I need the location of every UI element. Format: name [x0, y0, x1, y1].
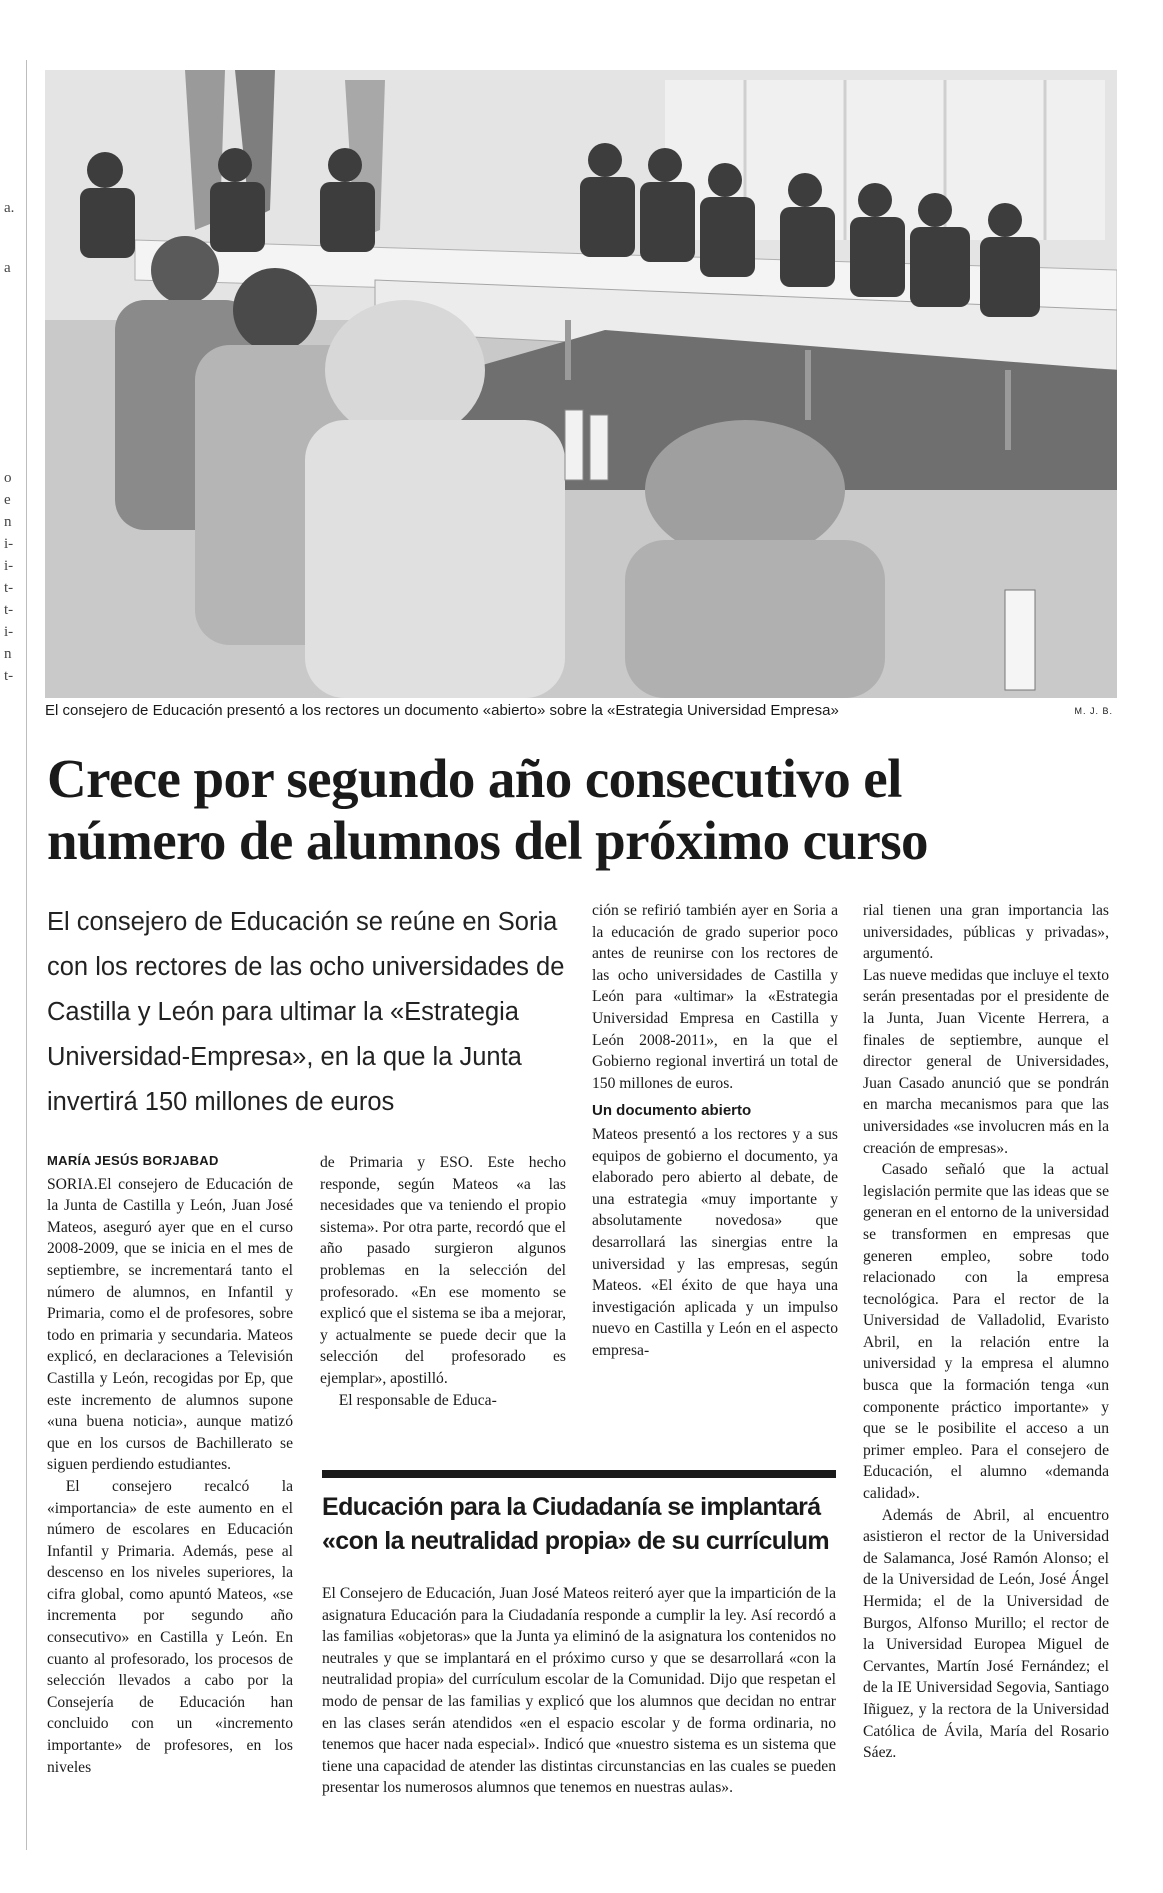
sidebar-title: [322, 1490, 842, 1558]
article-paragraph: [47, 1174, 293, 1476]
paragraph-text: El consejero de Educación de la Junta de Castilla y León, Juan José Mateos, aseguró ayer que en el curso 2008-2009, que se inicia en el mes de septiembre, se incrementará tanto el número de alumnos, en Infantil y Primaria, como el de profesores, sobre todo en primaria y secundaria. Mateos explicó, en declaraciones a Televisión Castilla y León, recogidas por Ep, que este incremento de alumnos supone «una buena noticia», aunque matizó que en los cursos de Bachillerato se siguen perdiendo estudiantes.: [47, 1175, 293, 1474]
photo-caption: [45, 698, 1117, 724]
sidebar-title-line: «con la neutralidad propia» de su currículum: [322, 1527, 830, 1555]
section-subtitle: Un documento abierto: [592, 1102, 752, 1120]
sidebar-title-line: Educación para la Ciudadanía se implantará: [322, 1493, 821, 1521]
article-column-1: [47, 1150, 293, 1778]
byline: MARÍA JESÚS BORJABAD: [47, 1153, 219, 1168]
margin-letter: e: [4, 492, 11, 508]
article-paragraph: Las nueve medidas que incluye el texto serán presentadas por el presidente de la Junta, Juan Vicente Herrera, a finales de septiembre, aunque el director general de Universidades, Juan Casado anunció que se pondrán en marcha mecanismos para que las universidades «se involucren más en la creación de empresas».: [863, 966, 1109, 1157]
margin-letter: t-: [4, 668, 14, 684]
article-paragraph: El consejero recalcó la «importancia» de este aumento en el número de escolares en Educación Infantil y Primaria. Además, pese al descenso en los niveles superiores, la cifra global, como apuntó Mateos, «se incrementa por segundo año consecutivo» en Castilla y León. En cuanto al profesorado, los procesos de selección llevados a cabo por la Consejería de Educación han concluido con un «incremento importante» de profesores, en los niveles: [47, 1477, 293, 1776]
article-paragraph: Mateos presentó a los rectores y a sus equipos de gobierno el documento, ya elaborado pero abierto al debate, de una estrategia «muy importante y absolutamente novedosa» que desarrollará las sinergias entre la universidad y las empresas, según Mateos. «El éxito de que haya una investigación aplicada y un impulso nuevo en Castilla y León en el aspecto empresa-: [592, 1125, 838, 1359]
article-column-2: [320, 1152, 566, 1411]
article-paragraph: Casado señaló que la actual legislación permite que las ideas que se generan en el entorno de la universidad se transformen en empresas que generen empleo, sobre todo relacionado con la empresa tecnológica. Para el rector de la Universidad de Valladolid, Evaristo Abril, en la relación entre la universidad y la empresa el alumno busca que la formación tenga «un componente práctico importante» y que se le posibilite el acceso a un primer empleo. Para el consejero de Educación, el alumno «demanda calidad».: [863, 1161, 1109, 1503]
margin-letter: i-: [4, 624, 14, 640]
article-column-4: [863, 900, 1109, 1764]
margin-letter: a: [4, 260, 11, 276]
article-paragraph: El responsable de Educa-: [338, 1391, 497, 1409]
article-paragraph: ción se refirió también ayer en Soria a la educación de grado superior poco antes de reunirse con los rectores de las ocho universidades de Castilla y León para «ultimar» la «Estrategia Universidad Empresa en Castilla y León 2008-2011», en la que el Gobierno regional invertirá un total de 150 millones de euros.: [592, 902, 838, 1092]
margin-letter: i-: [4, 536, 14, 552]
article-column-3: [592, 900, 838, 1361]
margin-letter: n: [4, 514, 12, 530]
margin-letter: i-: [4, 558, 14, 574]
headline-line: número de alumnos del próximo curso: [47, 810, 928, 871]
photo-credit: M. J. B.: [1074, 706, 1113, 716]
dateline-city: SORIA.: [47, 1175, 98, 1193]
article-paragraph: de Primaria y ESO. Este hecho responde, según Mateos «a las necesidades que va teniendo el propio sistema». Por otra parte, recordó que el año pasado surgieron algunos problemas en la selección del profesorado. «En ese momento se explicó que el sistema se iba a mejorar, y actualmente se puede decir que la selección del profesorado es ejemplar», apostilló.: [320, 1154, 566, 1387]
adjacent-column-fragment: [0, 60, 27, 1850]
sidebar-body: [322, 1583, 836, 1799]
news-photo: [45, 70, 1117, 698]
margin-letter: t-: [4, 602, 14, 618]
article-paragraph: Además de Abril, al encuentro asistieron el rector de la Universidad de Salamanca, José Ramón Alonso; el de la Universidad de León, José Ángel Hermida; el de la Universidad de Burgos, Alfonso Murillo; el rector de la Universidad Europea Miguel de Cervantes, Martín José Fernández; el de la IE Universidad Segovia, Santiago Iñiguez, y la rectora de la Universidad Católica de Ávila, María del Rosario Sáez.: [863, 1506, 1109, 1762]
sidebar-paragraph: El Consejero de Educación, Juan José Mateos reiteró ayer que la impartición de la asignatura Educación para la Ciudadanía responde a cumplir la ley. Así recordó a las familias «objetoras» que la Junta ya eliminó de la asignatura los contenidos no neutrales y que se implantará en el próximo curso y que se desarrollará «con la neutralidad propia» del currículum escolar de la Comunidad. Dijo que respetan el modo de pensar de las familias y explicó que los alumnos que decidan no entrar en las clases serán atendidos «en el espacio escolar y de forma ordinaria, no tenemos que hacer nada especial». Indicó que «nuestro sistema es un sistema que tiene una capacidad de atender las distintas circunstancias en las cuales se pueden presentar los numerosos alumnos que tenemos en nuestras aulas».: [322, 1585, 836, 1797]
article-subhead: El consejero de Educación se reúne en Soria con los rectores de las ocho universidades de Castilla y León para ultimar la «Estrategia Universidad-Empresa», en la que la Junta invertirá 150 millones de euros: [47, 908, 565, 1116]
article-headline: [47, 748, 1137, 872]
margin-letter: t-: [4, 580, 14, 596]
caption-text: El consejero de Educación presentó a los rectores un documento «abierto» sobre la «Estrategia Universidad Empresa»: [45, 702, 839, 719]
meeting-photo-illustration: [45, 70, 1117, 698]
headline-line: Crece por segundo año consecutivo el: [47, 748, 902, 809]
margin-letter: a.: [4, 200, 15, 216]
sidebar-top-rule: [322, 1470, 836, 1478]
margin-letter: n: [4, 646, 12, 662]
article-paragraph: rial tienen una gran importancia las universidades, públicas y privadas», argumentó.: [863, 902, 1109, 963]
margin-letter: o: [4, 470, 12, 486]
